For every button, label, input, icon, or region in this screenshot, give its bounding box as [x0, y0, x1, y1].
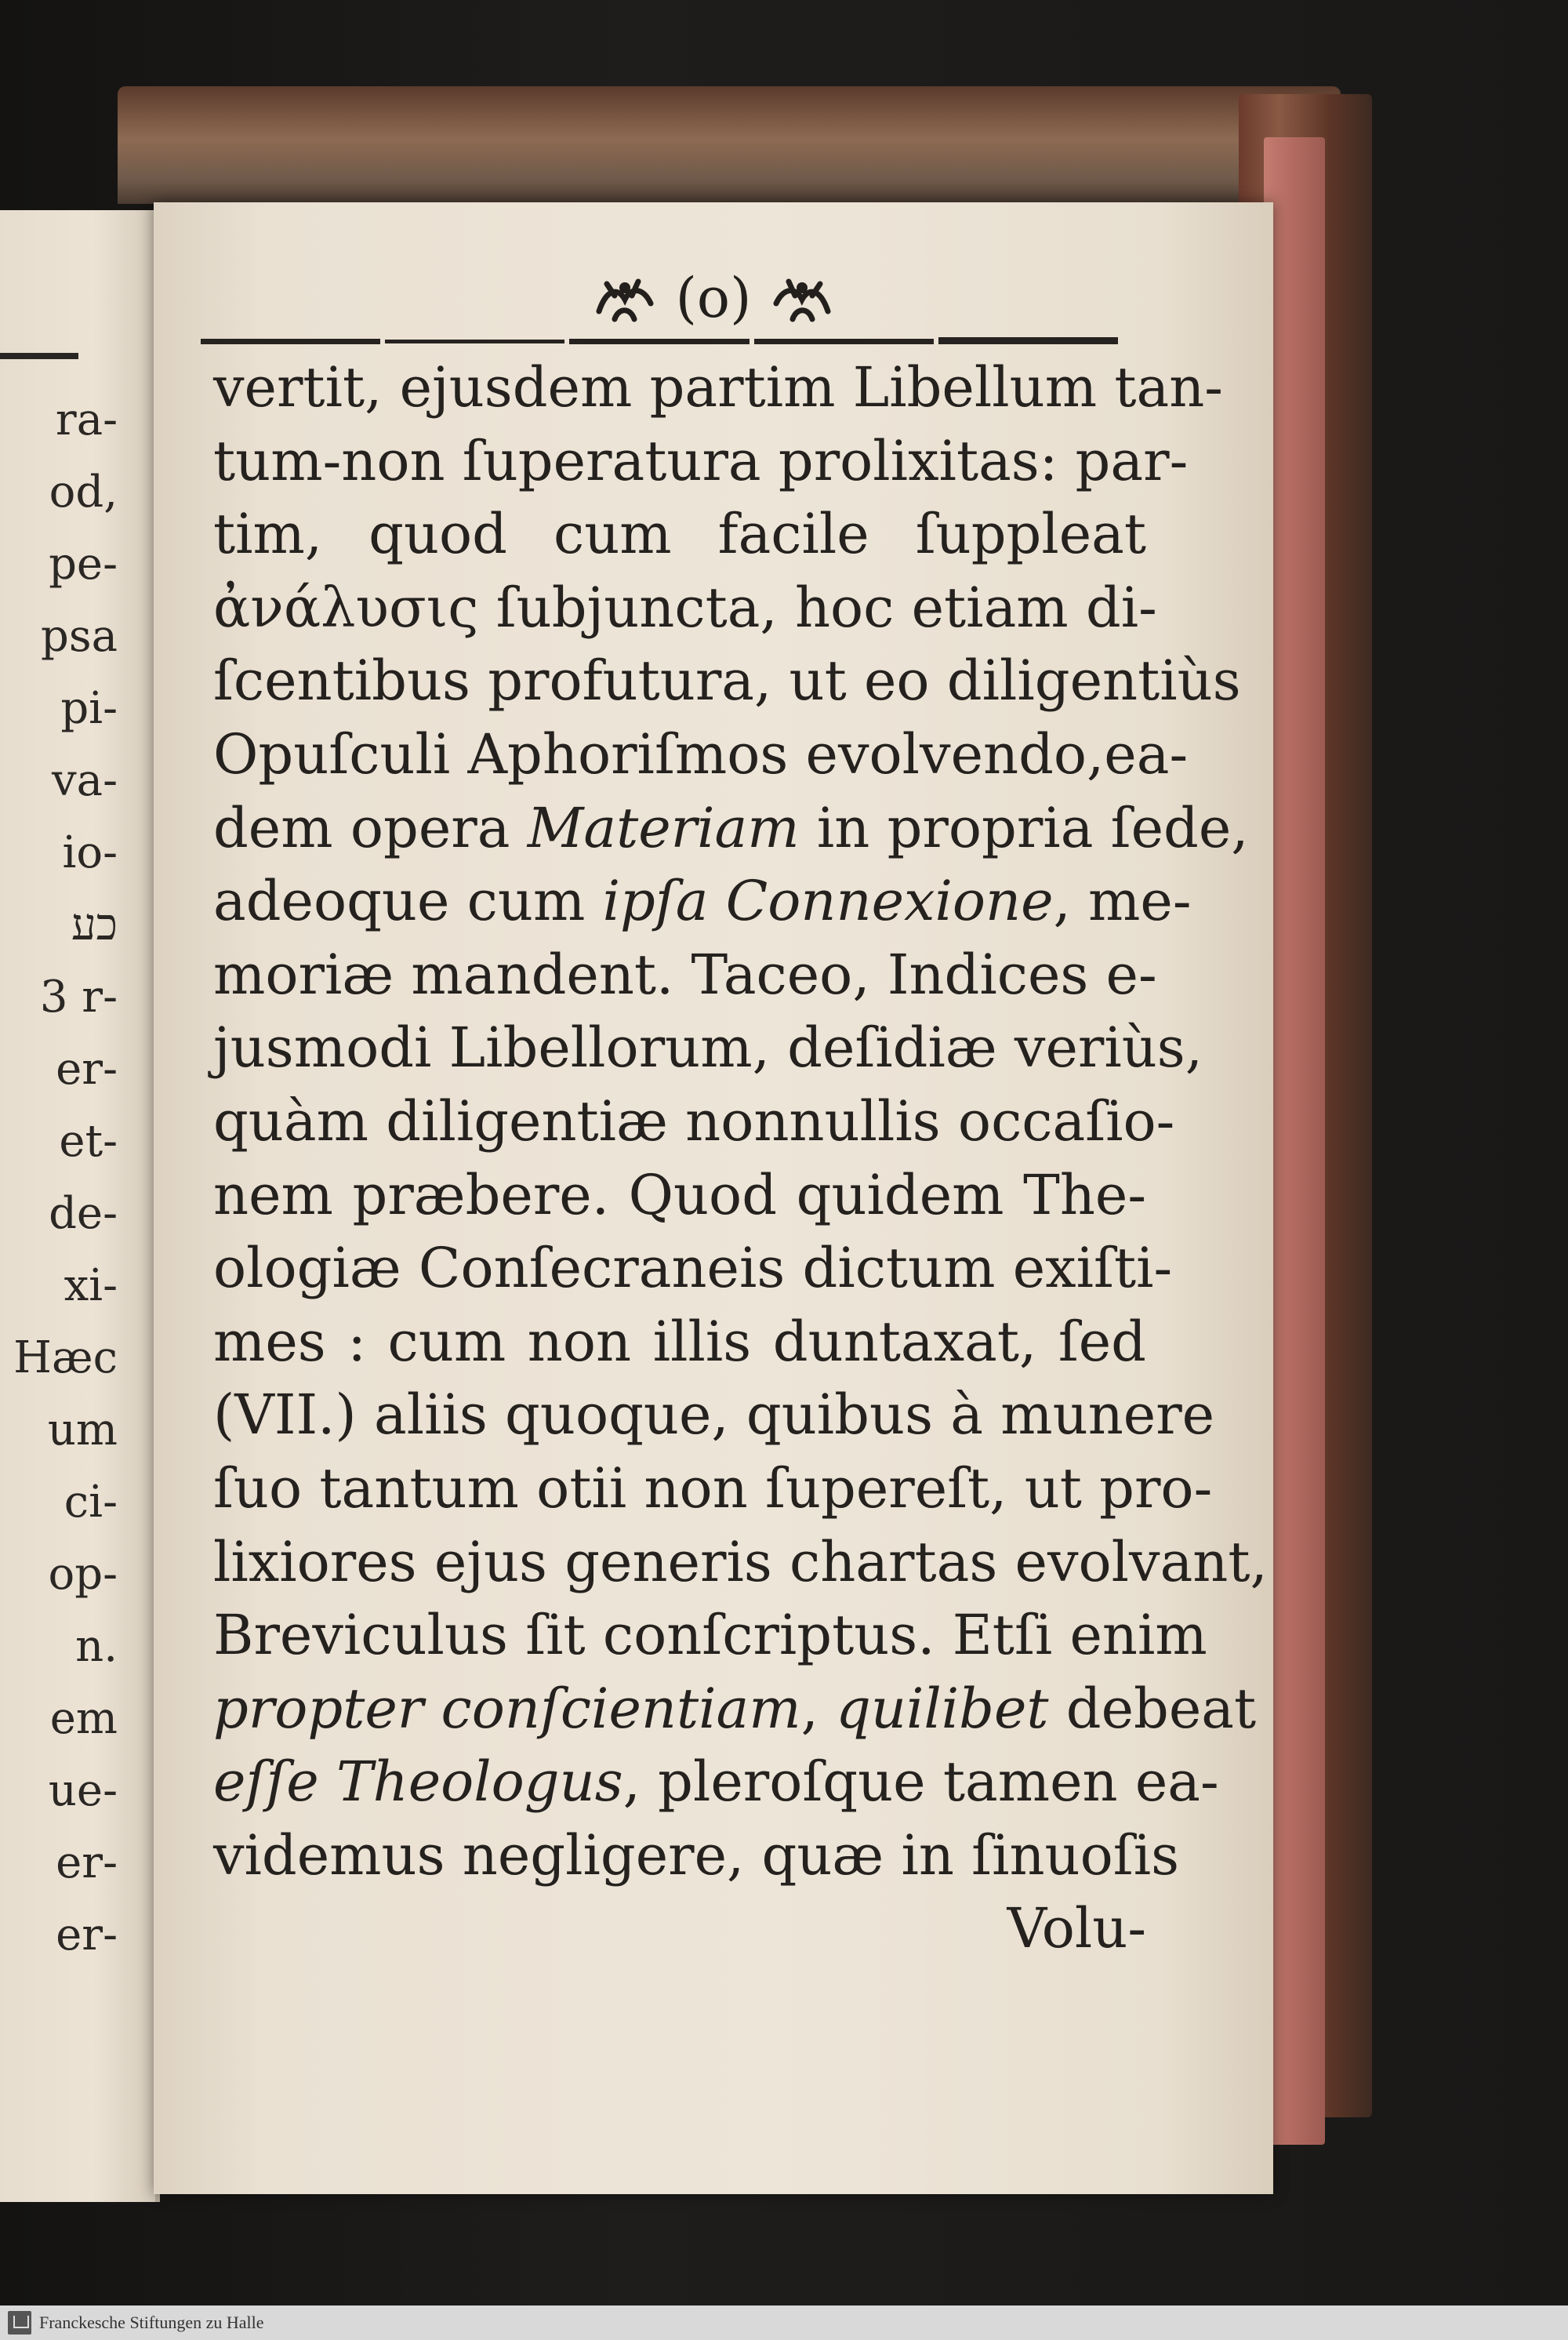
left-page-line: va-	[52, 755, 118, 806]
text-line: eſſe Theologus, pleroſque tamen ea-	[213, 1750, 1219, 1815]
text-line: ſuo tantum otii non ſupereſt, ut pro-	[213, 1455, 1213, 1521]
footer-bar	[0, 2305, 1568, 2340]
text-line: moriæ mandent. Taceo, Indices e-	[213, 942, 1157, 1007]
left-page-line: ra-	[55, 394, 118, 445]
left-page-line: pe-	[49, 539, 118, 590]
left-page-line: ci-	[64, 1477, 118, 1528]
text-line: quàm diligentiæ nonnullis occaſio-	[213, 1088, 1175, 1154]
text-line: ologiæ Conſecraneis dictum exiſti-	[213, 1236, 1173, 1301]
page-number: (o)	[675, 266, 752, 330]
left-page-line: כע	[71, 899, 118, 950]
left-page-line: psa	[41, 611, 118, 662]
right-page	[154, 202, 1273, 2194]
left-page-line: od,	[49, 467, 118, 518]
text-line: jusmodi Libellorum, deſidiæ veriùs,	[213, 1016, 1203, 1081]
left-page-line: et-	[59, 1116, 118, 1167]
text-line: Breviculus ſit conſcriptus. Etſi enim	[213, 1603, 1207, 1668]
fleuron-left-icon	[591, 264, 659, 332]
left-page-line: er-	[56, 1044, 118, 1095]
text-line: (VII.) aliis quoque, quibus à munere	[213, 1383, 1215, 1448]
text-line: tum-non ſuperatura prolixitas: par-	[213, 428, 1189, 493]
fleuron-right-icon	[768, 264, 836, 332]
text-line: mes : cum non illis duntaxat, ſed	[213, 1309, 1146, 1374]
institution-logo-icon	[8, 2311, 31, 2335]
text-line: Opuſculi Aphoriſmos evolvendo,ea-	[213, 721, 1189, 787]
left-page-line: um	[47, 1404, 118, 1455]
left-page-line: de-	[49, 1188, 118, 1239]
book-top-edge	[118, 86, 1341, 204]
left-page-text	[0, 384, 118, 1971]
text-line: tim, quod cum facile ſuppleat	[213, 502, 1146, 567]
institution-name: Franckesche Stiftungen zu Halle	[39, 2313, 264, 2332]
text-line: adeoque cum ipſa Connexione, me-	[213, 869, 1192, 934]
text-line: vertit, ejusdem partim Libellum tan-	[213, 355, 1223, 420]
left-page-line: io-	[62, 827, 118, 878]
left-page-line: ue-	[48, 1765, 118, 1816]
left-page-line: er-	[56, 1837, 118, 1888]
left-page-line: em	[49, 1693, 118, 1744]
left-page-line: xi-	[64, 1260, 118, 1311]
left-page-line: n.	[75, 1621, 118, 1672]
text-line: lixiores ejus generis chartas evolvant,	[213, 1529, 1268, 1594]
left-page-line: 3 r-	[39, 972, 118, 1023]
body-text	[213, 351, 1268, 1966]
text-line: dem opera Materiam in propria ſede,	[213, 795, 1249, 860]
left-page-fragment	[0, 210, 160, 2202]
text-line: ἀνάλυσις ſubjuncta, hoc etiam di-	[213, 575, 1157, 640]
text-line: videmus negligere, quæ in ſinuoſis	[213, 1822, 1180, 1888]
text-line: nem præbere. Quod quidem The-	[213, 1162, 1146, 1227]
left-page-line: er-	[56, 1909, 118, 1960]
left-page-line: Hæc	[13, 1332, 118, 1383]
page-header	[154, 251, 1273, 345]
left-page-rule	[0, 353, 78, 359]
left-page-line: op-	[48, 1549, 118, 1600]
text-line: propter conſcientiam, quilibet debeat	[213, 1676, 1257, 1741]
header-rule	[201, 337, 1118, 347]
left-page-line: pi-	[60, 683, 118, 734]
catchword: Volu-	[1007, 1896, 1146, 1961]
text-line: ſcentibus profutura, ut eo diligentiùs	[213, 649, 1241, 714]
